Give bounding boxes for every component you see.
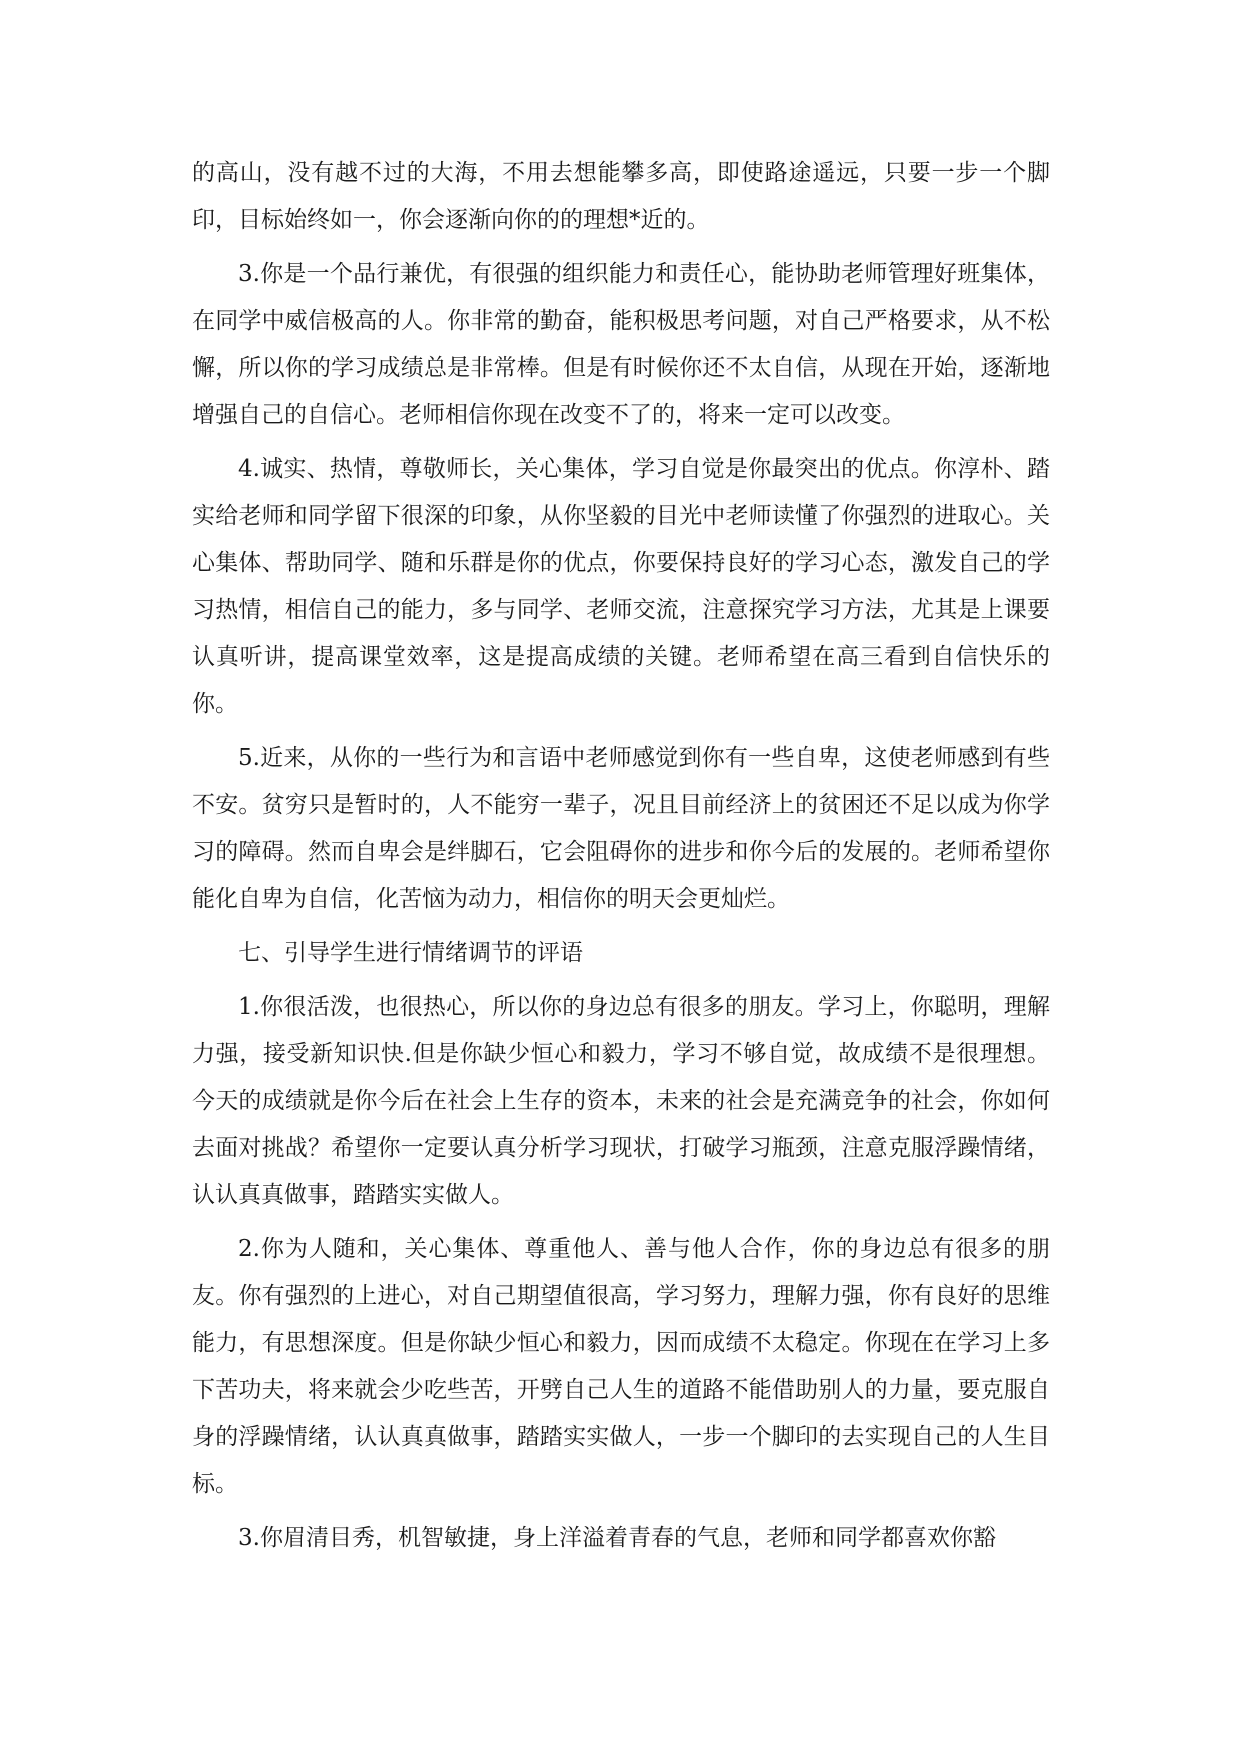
section-heading-7: 七、引导学生进行情绪调节的评语 [238,940,583,966]
paragraph-comment-5: 5.近来，从你的一些行为和言语中老师感觉到你有一些自卑，这使老师感到有些不安。贫穷只是暂时的，人不能穷一辈子，况且目前经济上的贫困还不足以成为你学习的障碍。然而自卑会是绊脚石，它会阻碍你的进步和你今后的发展的。老师希望你能化自卑为自信，化苦恼为动力，相信你的明天会更灿烂。 [192,745,1050,912]
document-page [192,150,1050,1569]
paragraph-continued: 的高山，没有越不过的大海，不用去想能攀多高，即使路途遥远，只要一步一个脚印，目标始终如一，你会逐渐向你的的理想*近的。 [192,160,1050,233]
paragraph-emotion-3: 3.你眉清目秀，机智敏捷，身上洋溢着青春的气息，老师和同学都喜欢你豁 [238,1525,996,1551]
paragraph-emotion-2: 2.你为人随和，关心集体、尊重他人、善与他人合作，你的身边总有很多的朋友。你有强烈的上进心，对自己期望值很高，学习努力，理解力强，你有良好的思维能力，有思想深度。但是你缺少恒心和毅力，因而成绩不太稳定。你现在在学习上多下苦功夫，将来就会少吃些苦，开劈自己人生的道路不能借助别人的力量，要克服自身的浮躁情绪，认认真真做事，踏踏实实做人，一步一个脚印的去实现自己的人生目标。 [192,1236,1050,1497]
paragraph-comment-3: 3.你是一个品行兼优，有很强的组织能力和责任心，能协助老师管理好班集体，在同学中威信极高的人。你非常的勤奋，能积极思考问题，对自己严格要求，从不松懈，所以你的学习成绩总是非常棒。但是有时候你还不太自信，从现在开始，逐渐地增强自己的自信心。老师相信你现在改变不了的，将来一定可以改变。 [192,261,1050,428]
paragraph-emotion-1: 1.你很活泼，也很热心，所以你的身边总有很多的朋友。学习上，你聪明，理解力强，接受新知识快.但是你缺少恒心和毅力，学习不够自觉，故成绩不是很理想。今天的成绩就是你今后在社会上生存的资本，未来的社会是充满竞争的社会，你如何去面对挑战？希望你一定要认真分析学习现状，打破学习瓶颈，注意克服浮躁情绪，认认真真做事，踏踏实实做人。 [192,994,1050,1208]
paragraph-comment-4: 4.诚实、热情，尊敬师长，关心集体，学习自觉是你最突出的优点。你淳朴、踏实给老师和同学留下很深的印象，从你坚毅的目光中老师读懂了你强烈的进取心。关心集体、帮助同学、随和乐群是你的优点，你要保持良好的学习心态，激发自己的学习热情，相信自己的能力，多与同学、老师交流，注意探究学习方法，尤其是上课要认真听讲，提高课堂效率，这是提高成绩的关键。老师希望在高三看到自信快乐的你。 [192,456,1050,717]
